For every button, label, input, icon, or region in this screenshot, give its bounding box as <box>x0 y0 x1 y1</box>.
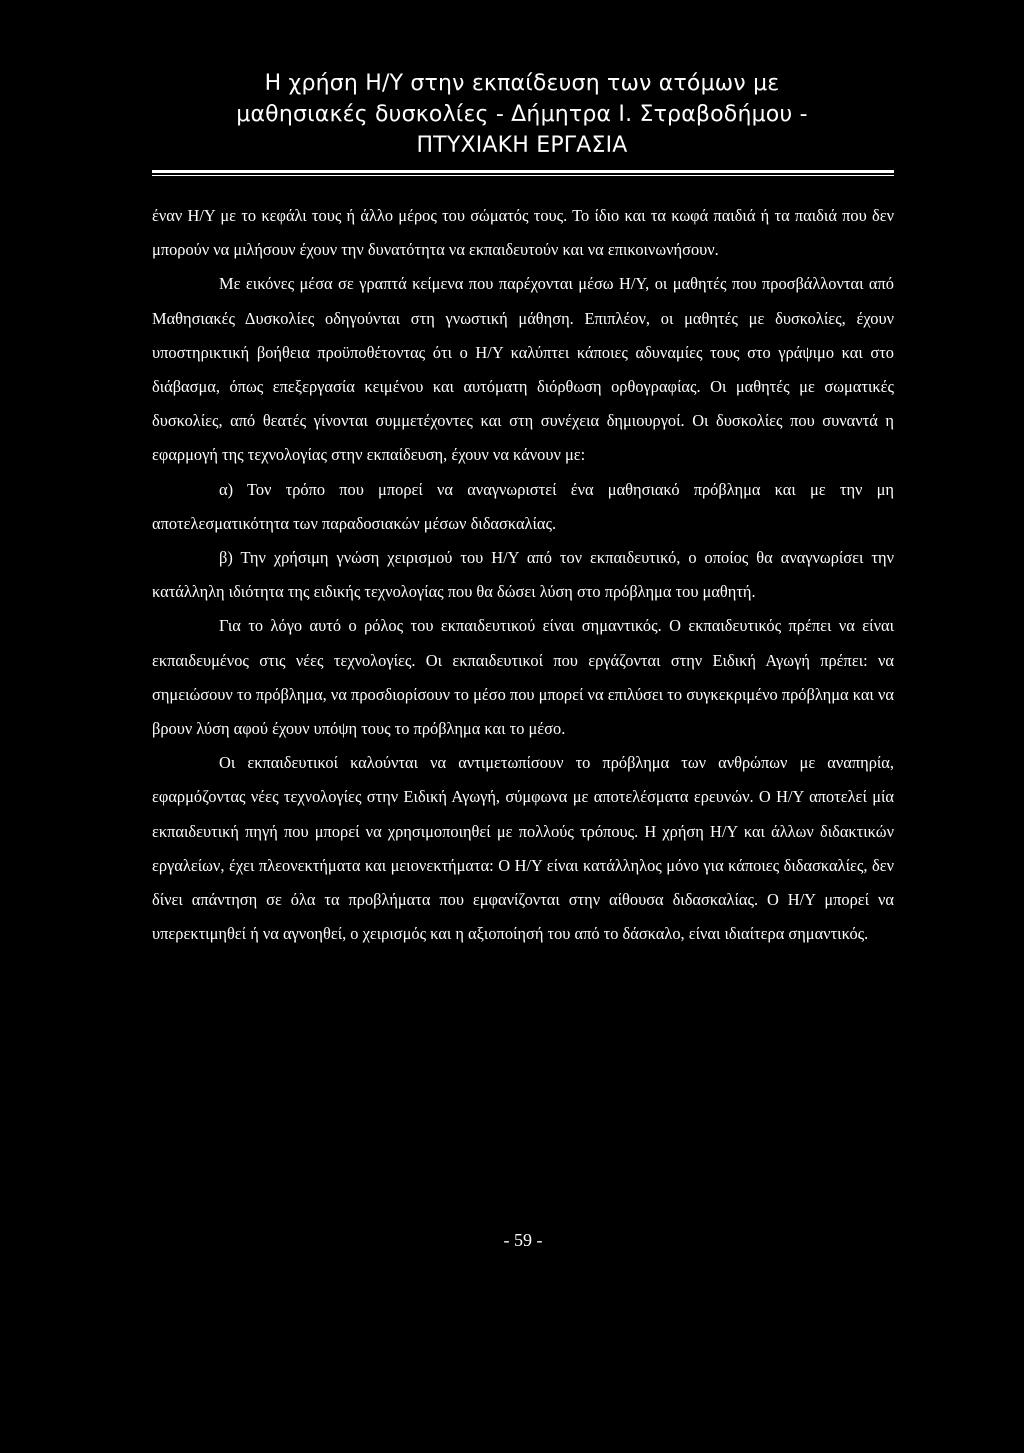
header-title-line-1: Η χρήση Η/Υ στην εκπαίδευση των ατόμων με <box>264 71 780 96</box>
body-text <box>152 199 894 951</box>
page-header <box>150 68 894 161</box>
header-rule <box>152 170 894 173</box>
paragraph-item-b: β) Την χρήσιμη γνώση χειρισμού του Η/Υ από τον εκπαιδευτικό, ο οποίος θα αναγνωρίσει την κατάλληλη ιδιότητα της ειδικής τεχνολογίας που θα δώσει λύση στο πρόβλημα του μαθητή. <box>152 548 894 602</box>
paragraph-item-a: α) Τον τρόπο που μπορεί να αναγνωριστεί ένα μαθησιακό πρόβλημα και με την μη αποτελεσματικότητα των παραδοσιακών μέσων διδασκαλίας. <box>152 479 894 533</box>
paragraph-continuation: έναν Η/Υ με το κεφάλι τους ή άλλο μέρος του σώματός τους. Το ίδιο και τα κωφά παιδιά ή τα παιδιά που δεν μπορούν να μιλήσουν έχουν την δυνατότητα να εκπαιδευτούν και να επικοινωνήσουν. <box>152 206 894 260</box>
header-rule-thin <box>152 175 894 176</box>
page-number: - 59 - <box>503 1230 543 1250</box>
header-title-line-2: μαθησιακές δυσκολίες - Δήμητρα Ι. Στραβοδήμου - <box>236 102 808 127</box>
header-title-line-3: ΠΤΥΧΙΑΚΗ ΕΡΓΑΣΙΑ <box>416 133 628 158</box>
paragraph-images: Με εικόνες μέσα σε γραπτά κείμενα που παρέχονται μέσω Η/Υ, οι μαθητές που προσβάλλονται από Μαθησιακές Δυσκολίες οδηγούνται στη γνωστική μάθηση. Επιπλέον, οι μαθητές με δυσκολίες, έχουν υποστηρικτική βοήθεια προϋποθέτοντας ότι ο Η/Υ καλύπτει κάποιες αδυναμίες τους στο γράψιμο και στο διάβασμα, όπως επεξεργασία κειμένου και αυτόματη διόρθωση ορθογραφίας. Οι μαθητές με σωματικές δυσκολίες, από θεατές γίνονται συμμετέχοντες και στη συνέχεια δημιουργοί. Οι δυσκολίες που συναντά η εφαρμογή της τεχνολογίας στην εκπαίδευση, έχουν να κάνουν με: <box>152 274 894 465</box>
paragraph-teacher-role: Για το λόγο αυτό ο ρόλος του εκπαιδευτικού είναι σημαντικός. Ο εκπαιδευτικός πρέπει να είναι εκπαιδευμένος στις νέες τεχνολογίες. Οι εκπαιδευτικοί που εργάζονται στην Ειδική Αγωγή πρέπει: να σημειώσουν το πρόβλημα, να προσδιορίσουν το μέσο που μπορεί να επιλύσει το συγκεκριμένο πρόβλημα και να βρουν λύση αφού έχουν υπόψη τους το πρόβλημα και το μέσο. <box>152 616 894 739</box>
paragraph-teachers-disability: Οι εκπαιδευτικοί καλούνται να αντιμετωπίσουν το πρόβλημα των ανθρώπων με αναπηρία, εφαρμόζοντας νέες τεχνολογίες στην Ειδική Αγωγή, σύμφωνα με αποτελέσματα ερευνών. Ο Η/Υ αποτελεί μία εκπαιδευτική πηγή που μπορεί να χρησιμοποιηθεί με πολλούς τρόπους. Η χρήση Η/Υ και άλλων διδακτικών εργαλείων, έχει πλεονεκτήματα και μειονεκτήματα: Ο Η/Υ είναι κατάλληλος μόνο για κάποιες διδασκαλίες, δεν δίνει απάντηση σε όλα τα προβλήματα που εμφανίζονται στην αίθουσα διδασκαλίας. Ο Η/Υ μπορεί να υπερεκτιμηθεί ή να αγνοηθεί, ο χειρισμός και η αξιοποίησή του από το δάσκαλο, είναι ιδιαίτερα σημαντικός. <box>152 753 894 944</box>
